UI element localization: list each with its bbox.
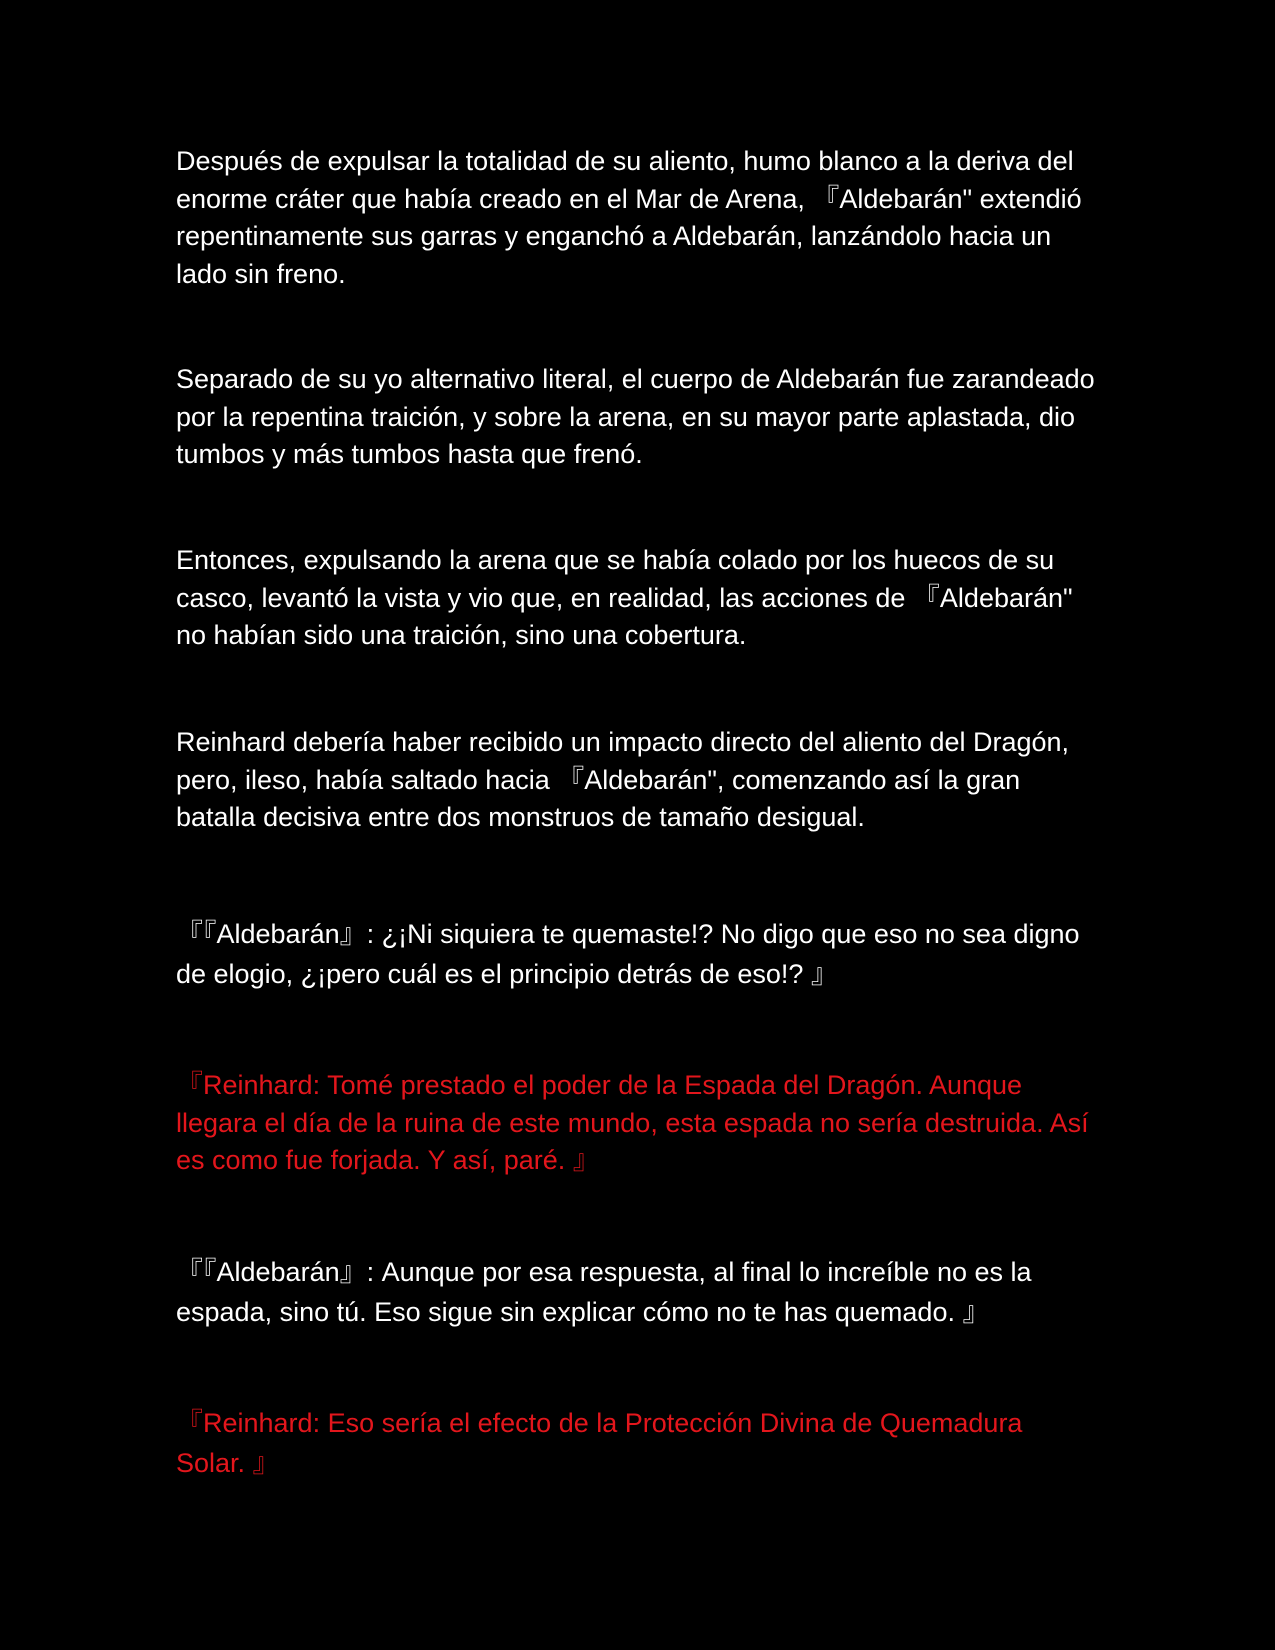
aldebaran-dialogue: 『『Aldebarán』: Aunque por esa respuesta, al final lo increíble no es la espada, sino tú. Eso sigue sin explicar cómo no te has quemado. 』 xyxy=(176,1257,1032,1327)
narration-paragraph: Entonces, expulsando la arena que se había colado por los huecos de su casco, levantó la vista y vio que, en realidad, las acciones de 『Aldebarán" no habían sido una traición, sino una cobertura. xyxy=(176,545,1073,650)
narration-paragraph: Reinhard debería haber recibido un impacto directo del aliento del Dragón, pero, ileso, había saltado hacia 『Aldebarán", comenzando así la gran batalla decisiva entre dos monstruos de tamaño desigual. xyxy=(176,727,1070,832)
aldebaran-dialogue: 『『Aldebarán』: ¿¡Ni siquiera te quemaste!? No digo que eso no sea digno de elogio, ¿¡pero cuál es el principio detrás de eso!? 』 xyxy=(176,919,1080,989)
narration-paragraph: Después de expulsar la totalidad de su aliento, humo blanco a la deriva del enorme cráter que había creado en el Mar de Arena, 『Aldebarán" extendió repentinamente sus garras y enganchó a Aldebarán, lanzándolo hacia un lado sin freno. xyxy=(176,146,1082,289)
narration-paragraph: Separado de su yo alternativo literal, el cuerpo de Aldebarán fue zarandeado por la repentina traición, y sobre la arena, en su mayor parte aplastada, dio tumbos y más tumbos hasta que frenó. xyxy=(176,364,1095,469)
reinhard-dialogue: 『Reinhard: Eso sería el efecto de la Protección Divina de Quemadura Solar. 』 xyxy=(176,1408,1023,1478)
reinhard-dialogue: 『Reinhard: Tomé prestado el poder de la Espada del Dragón. Aunque llegara el día de la ruina de este mundo, esta espada no sería destruida. Así es como fue forjada. Y así, paré. 』 xyxy=(176,1070,1089,1175)
